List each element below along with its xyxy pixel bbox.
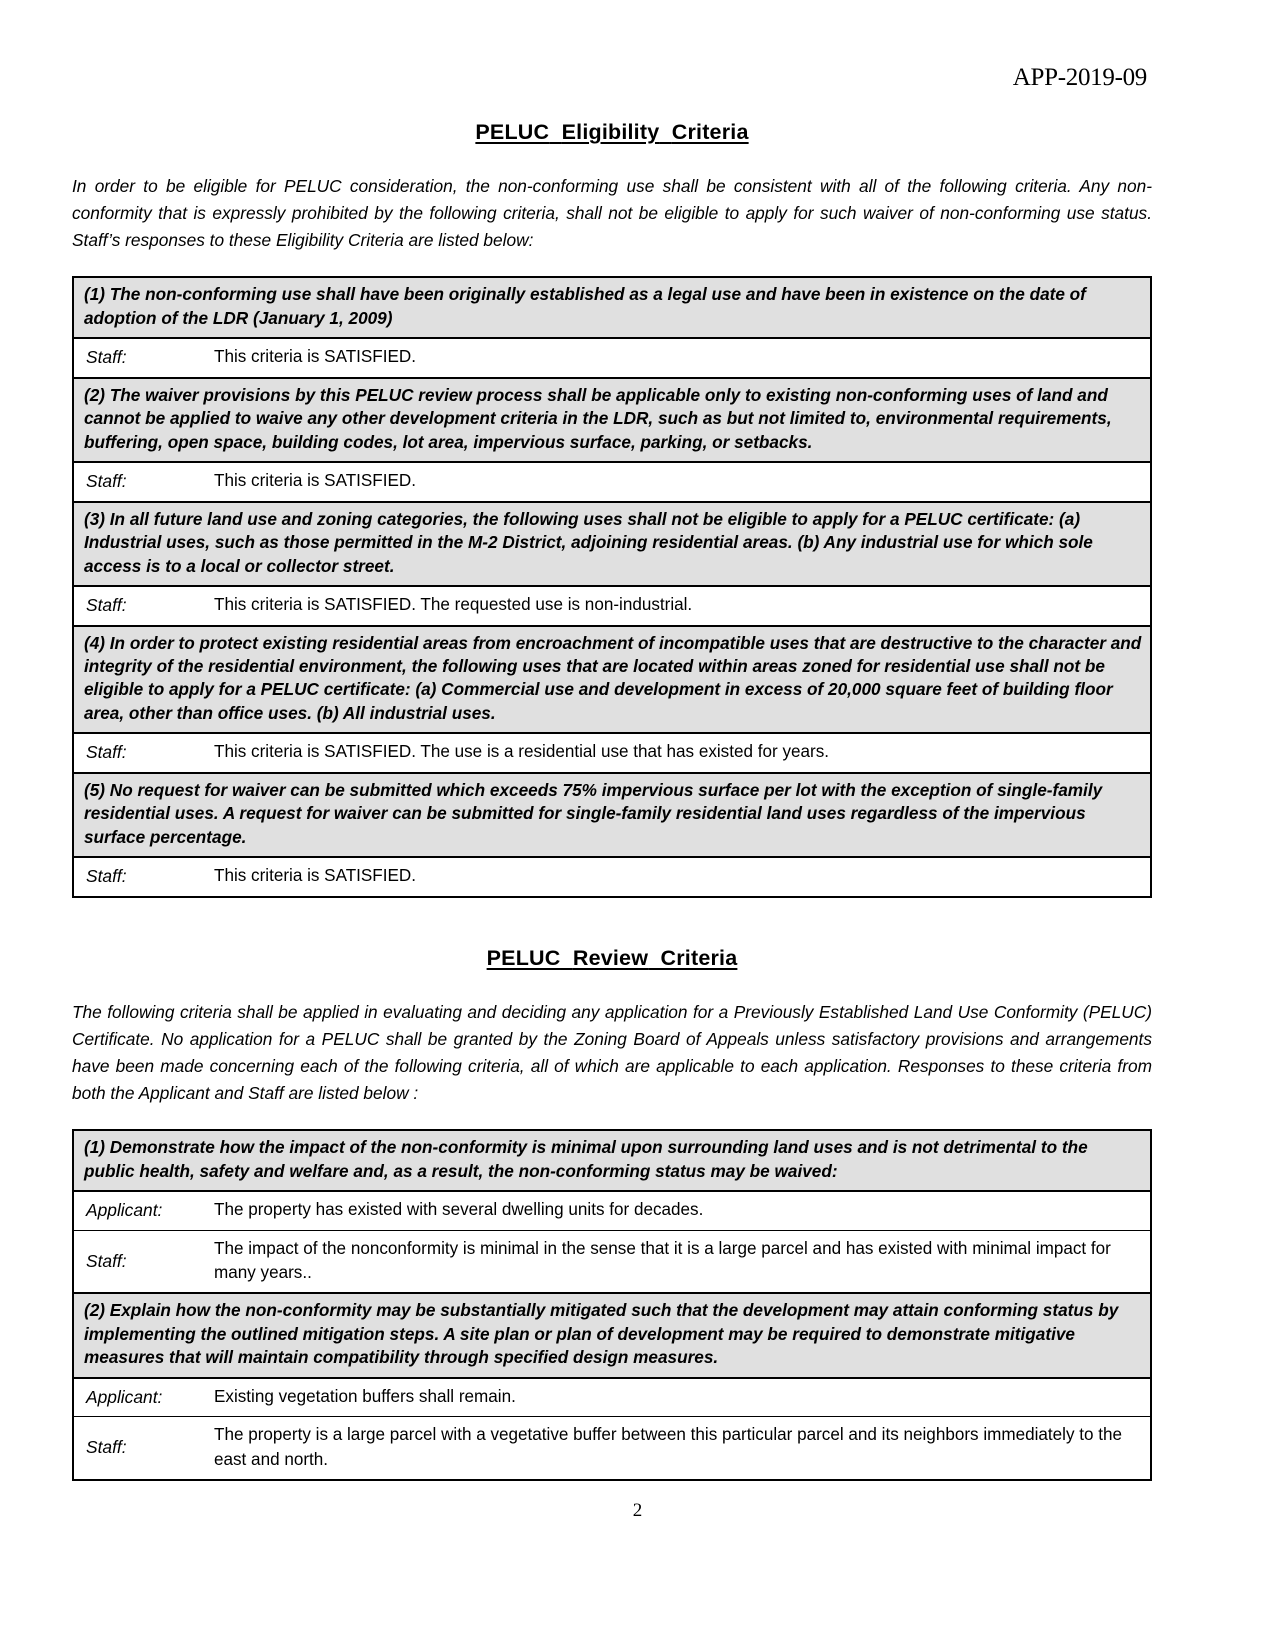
eligibility-title-word-2: Eligibility (561, 120, 660, 144)
table-row-response (73, 586, 1151, 626)
response-label: Staff: (86, 594, 127, 615)
response-text: The property is a large parcel with a vegetative buffer between this particular parcel and its neighbors immediately to the east and north. (214, 1425, 1123, 1469)
table-row-criterion (73, 1130, 1151, 1191)
review-title-word-1: PELUC (486, 945, 561, 970)
review-title-word-2: Review (572, 945, 649, 970)
response-text: This criteria is SATISFIED. The use is a residential use that has existed for years. (214, 742, 829, 762)
page-title-review (72, 946, 1152, 971)
eligibility-intro-paragraph: In order to be eligible for PELUC consideration, the non-conforming use shall be consistent with all of the following criteria. Any non-conformity that is expressly prohibited by the following criteria, shall not be eligible to apply for such waiver of non-conforming use status. Staff’s responses to these Eligibility Criteria are listed below: (72, 176, 1152, 251)
table-row-criterion (73, 378, 1151, 462)
table-row-criterion (73, 502, 1151, 586)
table-row-criterion (73, 773, 1151, 857)
review-title-word-3: Criteria (660, 945, 738, 970)
response-label: Staff: (86, 866, 127, 887)
response-label: Applicant: (86, 1200, 163, 1221)
table-row-response (73, 857, 1151, 897)
document-body (72, 120, 1152, 1481)
response-label: Staff: (86, 1437, 127, 1458)
table-row-criterion (73, 626, 1151, 734)
table-row-response (73, 1378, 1151, 1417)
response-label: Staff: (86, 471, 127, 492)
eligibility-criteria-table (72, 276, 1152, 897)
response-text: This criteria is SATISFIED. (214, 347, 416, 367)
criterion-text: (1) Demonstrate how the impact of the non-conformity is minimal upon surrounding land uses and is not detrimental to the public health, safety and welfare and, as a result, the non-conforming status may be waived: (84, 1137, 1088, 1181)
eligibility-title-word-1: PELUC (475, 120, 550, 144)
criterion-text: (4) In order to protect existing residential areas from encroachment of incompatible uses that are destructive to the character and integrity of the residential environment, the following uses that are located within areas zoned for residential use shall not be eligible to apply for a PELUC certificate: (a) Commercial use and development in excess of 20,000 square feet of building floor area, other than office uses. (b) All industrial uses. (84, 632, 1142, 723)
table-row-response (73, 462, 1151, 502)
response-text: This criteria is SATISFIED. (214, 866, 416, 886)
review-criteria-table (72, 1129, 1152, 1480)
table-row-response (73, 1417, 1151, 1480)
criterion-text: (5) No request for waiver can be submitted which exceeds 75% impervious surface per lot with the exception of single-family residential uses. A request for waiver can be submitted for single-family residential land uses regardless of the impervious surface percentage. (84, 779, 1103, 847)
response-text: Existing vegetation buffers shall remain. (214, 1386, 516, 1406)
response-text: The property has existed with several dwelling units for decades. (214, 1200, 704, 1220)
response-text: The impact of the nonconformity is minimal in the sense that it is a large parcel and has existed with minimal impact for many years.. (214, 1238, 1111, 1283)
response-label: Staff: (86, 347, 127, 368)
criterion-text: (3) In all future land use and zoning categories, the following uses shall not be eligible to apply for a PELUC certificate: (a) Industrial uses, such as those permitted in the M-2 District, adjoining residential areas. (b) Any industrial use for which sole access is to a local or collector street. (84, 508, 1093, 576)
criterion-text: (2) The waiver provisions by this PELUC review process shall be applicable only to existing non-conforming uses of land and cannot be applied to waive any other development criteria in the LDR, such as but not limited to, environmental requirements, buffering, open space, building codes, lot area, impervious surface, parking, or setbacks. (84, 384, 1112, 452)
response-label: Staff: (86, 1250, 127, 1271)
response-label: Applicant: (86, 1386, 163, 1407)
table-row-response (73, 1230, 1151, 1293)
table-row-response (73, 733, 1151, 773)
criterion-text: (1) The non-conforming use shall have been originally established as a legal use and have been in existence on the date of adoption of the LDR (January 1, 2009) (84, 284, 1086, 328)
page-number-footer: 2 (632, 1500, 643, 1521)
response-text: This criteria is SATISFIED. The requested use is non-industrial. (214, 594, 693, 614)
table-row-response (73, 1191, 1151, 1230)
response-label: Staff: (86, 742, 127, 763)
table-row-criterion (73, 277, 1151, 338)
table-row-criterion (73, 1293, 1151, 1377)
review-intro-paragraph: The following criteria shall be applied in evaluating and deciding any application for a Previously Established Land Use Conformity (PELUC) Certificate. No application for a PELUC shall be granted by the Zoning Board of Appeals unless satisfactory provisions and arrangements have been made concerning each of the following criteria, all of which are applicable to each application. Responses to these criteria from both the Applicant and Staff are listed below : (72, 1001, 1152, 1104)
table-row-response (73, 338, 1151, 378)
response-text: This criteria is SATISFIED. (214, 471, 416, 491)
criterion-text: (2) Explain how the non-conformity may be substantially mitigated such that the development may attain conforming status by implementing the outlined mitigation steps. A site plan or plan of development may be required to demonstrate mitigative measures that will maintain compatibility through specified design measures. (84, 1300, 1119, 1368)
eligibility-title-word-3: Criteria (671, 120, 749, 144)
page-title-eligibility (72, 120, 1152, 145)
document-reference-header: APP-2019-09 (1012, 64, 1147, 91)
